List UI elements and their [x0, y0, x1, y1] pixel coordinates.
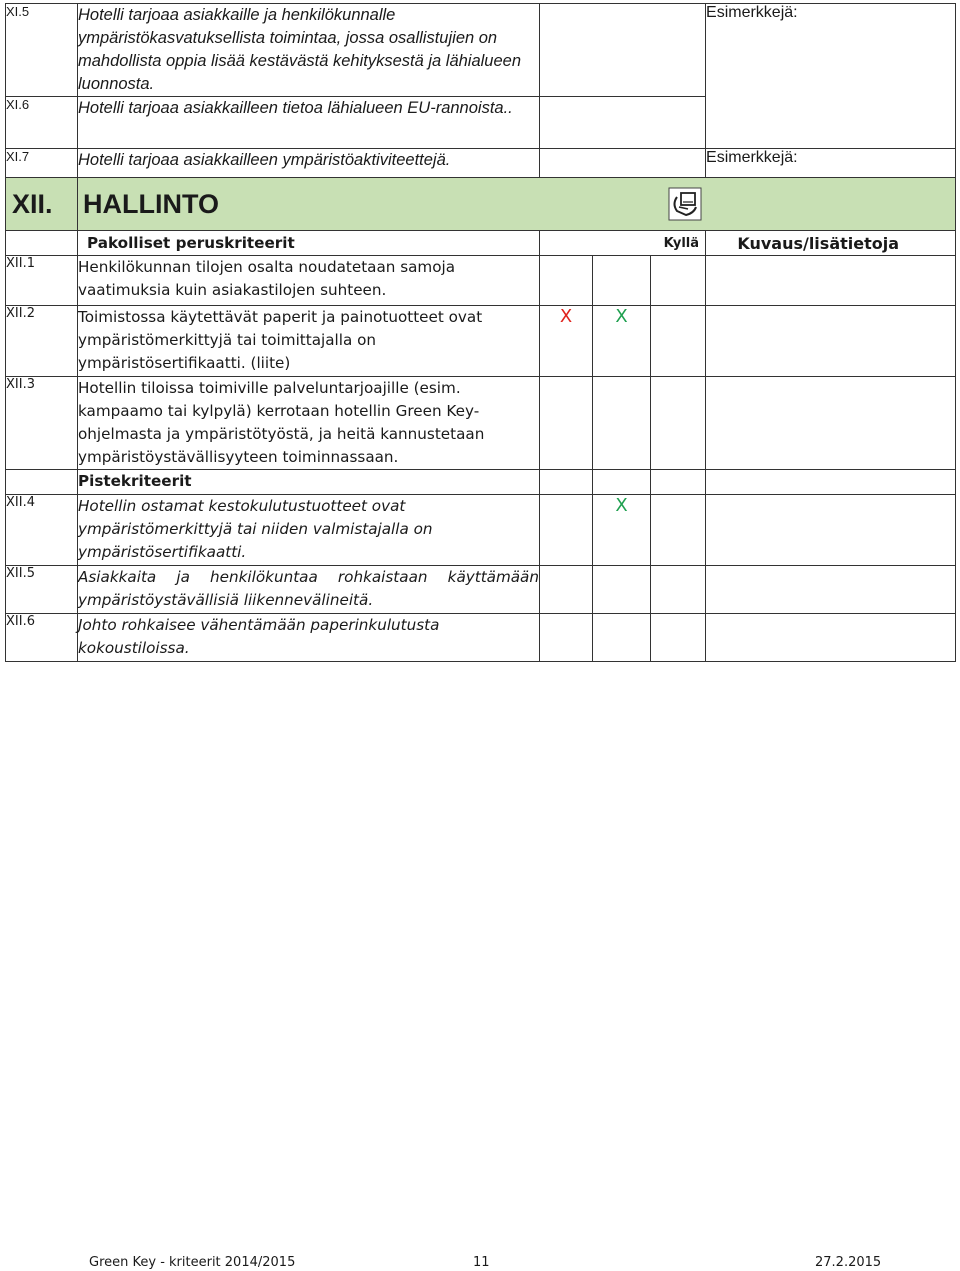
table-row — [6, 149, 956, 178]
table-row — [6, 614, 956, 662]
section-number-cell — [6, 178, 78, 231]
table-row — [6, 566, 956, 614]
criterion-number: XII.2 — [6, 306, 78, 377]
footer-date: 27.2.2015 — [815, 1255, 882, 1270]
criterion-text: Toimistossa käytettävät paperit ja painotuotteet ovat ympäristömerkittyjä tai toimittajalla on ympäristösertifikaatti. (liite) — [78, 306, 540, 377]
criterion-text: Asiakkaita ja henkilökuntaa rohkaistaan käyttämään ympäristöystävällisiä liikennevälineitä. — [78, 566, 540, 614]
criterion-text: Henkilökunnan tilojen osalta noudatetaan samoja vaatimuksia kuin asiakastilojen suhteen. — [78, 256, 540, 306]
description-cell — [706, 566, 956, 614]
section-title: HALLINTO — [83, 188, 219, 219]
criterion-number: XI.5 — [6, 4, 78, 97]
criterion-number: XI.7 — [6, 149, 78, 178]
section-header — [6, 178, 956, 231]
examples-note: Esimerkkejä: — [706, 149, 956, 178]
criterion-number: XII.6 — [6, 614, 78, 662]
criterion-text: Hotelli tarjoaa asiakkaille ja henkilökunnalle ympäristökasvatuksellista toimintaa, jossa osallistujien on mahdollista oppia lisää kestävästä kehityksestä ja lähialueen luonnosta. — [78, 4, 540, 97]
description-cell — [706, 306, 956, 377]
description-cell — [706, 377, 956, 470]
office-document-icon — [668, 187, 698, 217]
criterion-number: XII.5 — [6, 566, 78, 614]
check-cell — [540, 97, 706, 149]
table-row — [6, 377, 956, 470]
table-row — [6, 306, 956, 377]
yes-heading: Kyllä — [540, 231, 706, 256]
mandatory-header-row — [6, 231, 956, 256]
footer-title: Green Key - kriteerit 2014/2015 — [89, 1255, 296, 1270]
page-number: 11 — [473, 1255, 490, 1270]
section-title-cell — [78, 178, 956, 231]
points-header-row — [6, 470, 956, 495]
table-row — [6, 495, 956, 566]
criterion-number: XII.3 — [6, 377, 78, 470]
description-cell — [706, 495, 956, 566]
description-cell — [706, 256, 956, 306]
criteria-table — [5, 3, 956, 662]
x-mark-green: X — [593, 495, 651, 566]
mandatory-heading: Pakolliset peruskriteerit — [78, 231, 540, 256]
table-row — [6, 256, 956, 306]
check-cell — [540, 4, 706, 97]
table-row — [6, 4, 956, 97]
x-mark-red: X — [540, 306, 593, 377]
check-cell — [540, 149, 706, 178]
criterion-number: XI.6 — [6, 97, 78, 149]
examples-note: Esimerkkejä: — [706, 4, 956, 149]
criterion-text: Hotellin tiloissa toimiville palveluntarjoajille (esim. kampaamo tai kylpylä) kerrotaan hotellin Green Key-ohjelmasta ja ympäristötyöstä, ja heitä kannustetaan ympäristöystävällisyyteen toiminnassaan. — [78, 377, 540, 470]
description-cell — [706, 614, 956, 662]
criterion-text: Hotelli tarjoaa asiakkailleen tietoa lähialueen EU-rannoista.. — [78, 97, 540, 149]
description-heading: Kuvaus/lisätietoja — [706, 231, 956, 256]
x-mark-green: X — [593, 306, 651, 377]
criterion-text: Hotellin ostamat kestokulutustuotteet ovat ympäristömerkittyjä tai niiden valmistajalla on ympäristösertifikaatti. — [78, 495, 540, 566]
criterion-number: XII.1 — [6, 256, 78, 306]
section-number: XII. — [12, 188, 53, 219]
criterion-number: XII.4 — [6, 495, 78, 566]
criterion-text: Hotelli tarjoaa asiakkailleen ympäristöaktiviteettejä. — [78, 149, 540, 178]
points-heading: Pistekriteerit — [78, 470, 540, 495]
criterion-text: Johto rohkaisee vähentämään paperinkulutusta kokoustiloissa. — [78, 614, 540, 662]
